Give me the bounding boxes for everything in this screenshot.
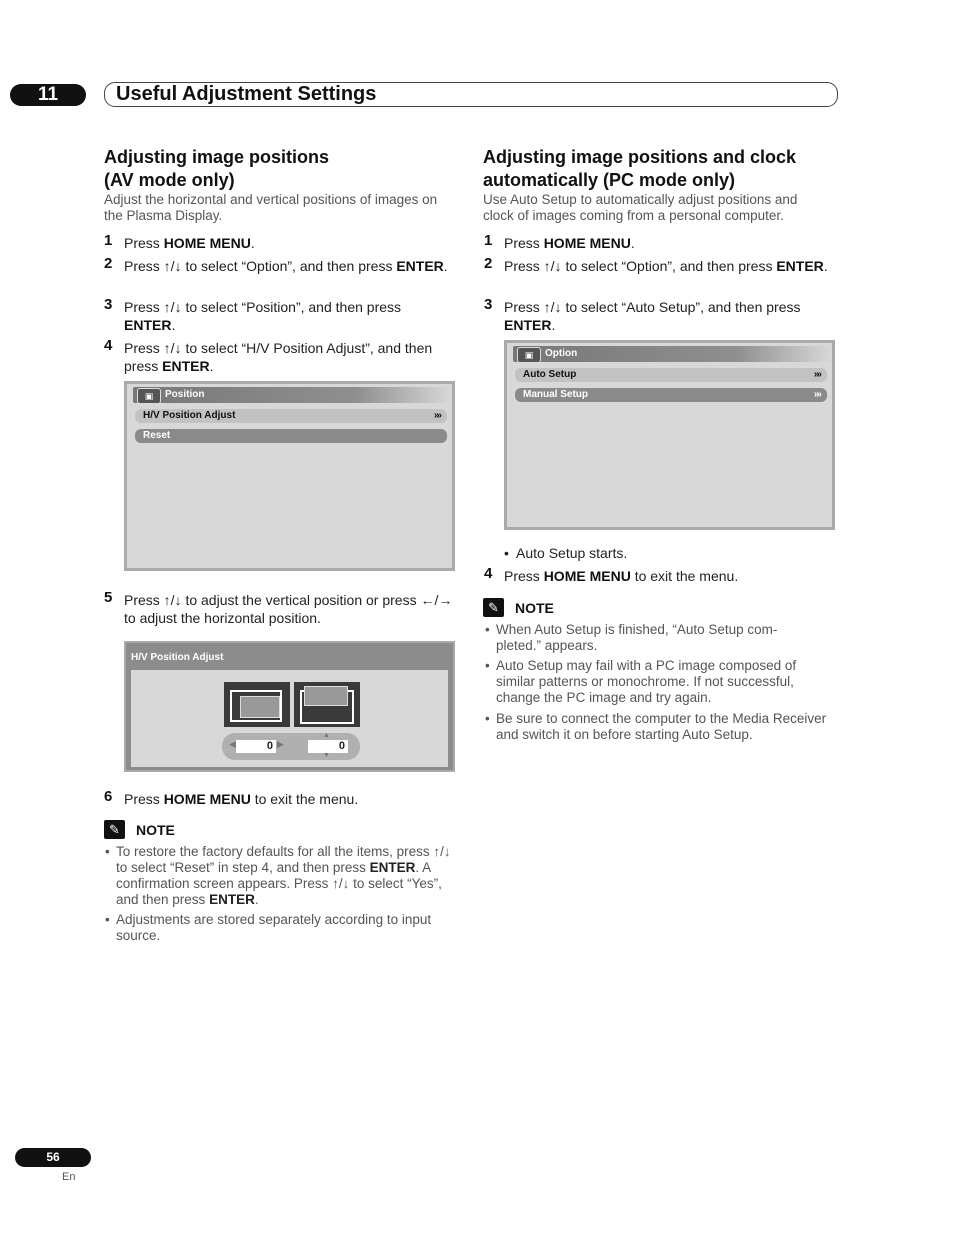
bullet-text: Adjustments are stored separately according to input source. bbox=[116, 912, 432, 943]
menu-title: Position bbox=[165, 389, 205, 400]
hv-adjust-screen bbox=[124, 641, 455, 772]
left-heading-line2: (AV mode only) bbox=[104, 170, 235, 190]
hv-adjust-panel bbox=[131, 670, 448, 767]
step-text: Press ↑/↓ to select “Position”, and then press bbox=[124, 299, 402, 315]
menu-item-label: Reset bbox=[143, 430, 171, 441]
step-text: Press bbox=[124, 791, 164, 807]
right-heading bbox=[483, 146, 796, 192]
horizontal-position-indicator bbox=[224, 682, 290, 727]
horizontal-value: 0 bbox=[236, 740, 276, 753]
step-number: 4 bbox=[104, 337, 113, 354]
left-step-3 bbox=[104, 296, 454, 334]
step-text: to exit the menu. bbox=[630, 568, 739, 584]
bullet-text: When Auto Setup is finished, “Auto Setup com-pleted.” appears. bbox=[496, 622, 778, 653]
note-pencil-icon: ✎ bbox=[104, 820, 125, 839]
right-step-3 bbox=[484, 296, 834, 334]
step-text: Press ↑/↓ to select “H/V Position Adjust”, and then press bbox=[124, 340, 433, 374]
step-text: Press bbox=[504, 235, 544, 251]
step-key: ENTER bbox=[396, 258, 444, 274]
step-text: . bbox=[551, 317, 556, 333]
menu-camera-icon: ▣ bbox=[517, 347, 541, 363]
right-heading-line2: automatically (PC mode only) bbox=[483, 170, 736, 190]
bullet-dot: • bbox=[105, 912, 110, 927]
menu-item-manual-setup[interactable] bbox=[515, 388, 827, 402]
step-text: Press ↑/↓ to adjust the vertical position or press ←/→ to adjust the horizontal position. bbox=[124, 592, 453, 626]
left-lead: Adjust the horizontal and vertical positions of images on the Plasma Display. bbox=[104, 192, 438, 223]
step-text: . bbox=[630, 235, 635, 251]
bullet-dot: • bbox=[504, 545, 509, 561]
bullet-text: . bbox=[254, 892, 259, 907]
step-key: ENTER bbox=[162, 358, 210, 374]
step-number: 5 bbox=[104, 589, 113, 606]
bullet-key: ENTER bbox=[369, 860, 416, 875]
chapter-number-badge: 11 bbox=[10, 84, 86, 106]
step-key: HOME MENU bbox=[163, 235, 251, 251]
menu-item-label: H/V Position Adjust bbox=[143, 410, 236, 421]
step-key: HOME MENU bbox=[543, 235, 631, 251]
position-menu-screen bbox=[124, 381, 455, 571]
menu-item-label: Auto Setup bbox=[523, 369, 577, 380]
menu-camera-icon: ▣ bbox=[137, 388, 161, 404]
bullet-dot: • bbox=[485, 622, 490, 637]
chapter-title: Useful Adjustment Settings bbox=[116, 83, 377, 105]
left-heading-line1: Adjusting image positions bbox=[104, 147, 330, 167]
image-area bbox=[240, 696, 280, 718]
step-text: . bbox=[443, 258, 448, 274]
step-text: to exit the menu. bbox=[250, 791, 359, 807]
right-sub-bullet bbox=[504, 544, 836, 562]
left-note-bullet-1 bbox=[105, 844, 456, 908]
left-note-bullet-2 bbox=[105, 912, 456, 944]
step-text: Auto Setup starts. bbox=[516, 545, 628, 561]
bullet-text: Be sure to connect the computer to the Media Receiver and switch it on before starting Auto Setup. bbox=[496, 711, 827, 742]
left-step-2 bbox=[104, 255, 454, 275]
step-text: Press ↑/↓ to select “Option”, and then press bbox=[504, 258, 777, 274]
right-step-4 bbox=[484, 565, 834, 585]
menu-item-hv-position-adjust[interactable] bbox=[135, 409, 447, 423]
menu-title-bar bbox=[513, 346, 832, 362]
page-language: En bbox=[62, 1171, 76, 1183]
left-step-6 bbox=[104, 788, 454, 808]
step-key: ENTER bbox=[504, 317, 552, 333]
left-step-5 bbox=[104, 589, 454, 627]
right-step-1 bbox=[484, 232, 834, 252]
down-arrow-icon[interactable]: ▼ bbox=[323, 752, 330, 759]
left-step-1 bbox=[104, 232, 454, 252]
step-number: 1 bbox=[104, 232, 113, 249]
menu-title: Option bbox=[545, 348, 578, 359]
menu-title-bar bbox=[133, 387, 452, 403]
step-text: Press ↑/↓ to select “Option”, and then press bbox=[124, 258, 397, 274]
step-text: . bbox=[209, 358, 214, 374]
up-arrow-icon[interactable]: ▲ bbox=[323, 732, 330, 739]
page-number-badge: 56 bbox=[15, 1148, 91, 1167]
step-text: Press bbox=[124, 235, 164, 251]
right-note-bullet-1 bbox=[485, 622, 816, 654]
menu-item-auto-setup[interactable] bbox=[515, 368, 827, 382]
right-note-bullet-2 bbox=[485, 658, 836, 706]
vertical-value: 0 bbox=[308, 740, 348, 753]
right-heading-line1: Adjusting image positions and clock bbox=[483, 147, 797, 167]
step-key: HOME MENU bbox=[543, 568, 631, 584]
step-number: 2 bbox=[484, 255, 493, 272]
step-number: 6 bbox=[104, 788, 113, 805]
step-key: ENTER bbox=[124, 317, 172, 333]
step-number: 2 bbox=[104, 255, 113, 272]
bullet-text: To restore the factory defaults for all the items, press ↑/↓ to select “Reset” in step 4, and then press bbox=[116, 844, 451, 875]
image-area bbox=[304, 686, 348, 706]
step-number: 1 bbox=[484, 232, 493, 249]
step-number: 3 bbox=[484, 296, 493, 313]
right-step-2 bbox=[484, 255, 834, 275]
step-key: ENTER bbox=[776, 258, 824, 274]
option-menu-screen bbox=[504, 340, 835, 530]
right-note-title: NOTE bbox=[515, 600, 554, 616]
bullet-key: ENTER bbox=[209, 892, 255, 907]
left-arrow-icon[interactable]: ◀ bbox=[229, 739, 236, 749]
step-text: . bbox=[250, 235, 255, 251]
bullet-dot: • bbox=[485, 658, 490, 673]
menu-item-label: Manual Setup bbox=[523, 389, 589, 400]
left-note-title: NOTE bbox=[136, 822, 175, 838]
bullet-text: Auto Setup may fail with a PC image composed of similar patterns or monochrome. If not successful, change the PC image and try again. bbox=[496, 658, 797, 705]
step-number: 4 bbox=[484, 565, 493, 582]
menu-item-reset[interactable] bbox=[135, 429, 447, 443]
right-lead: Use Auto Setup to automatically adjust positions and clock of images coming from a personal computer. bbox=[483, 192, 798, 223]
step-text: Press bbox=[504, 568, 544, 584]
chevron-right-icon: »» bbox=[813, 389, 819, 400]
vertical-position-indicator bbox=[294, 682, 360, 727]
chevron-right-icon: »» bbox=[813, 369, 819, 380]
step-key: HOME MENU bbox=[163, 791, 251, 807]
note-pencil-icon: ✎ bbox=[483, 598, 504, 617]
bullet-dot: • bbox=[105, 844, 110, 859]
step-number: 3 bbox=[104, 296, 113, 313]
right-arrow-icon[interactable]: ▶ bbox=[277, 739, 284, 749]
chevron-right-icon: »» bbox=[433, 410, 439, 421]
position-value-pill bbox=[222, 733, 360, 760]
hv-adjust-title: H/V Position Adjust bbox=[131, 652, 224, 663]
step-text: . bbox=[171, 317, 176, 333]
step-text: Press ↑/↓ to select “Auto Setup”, and then press bbox=[504, 299, 801, 315]
bullet-text: . A confirmation screen appears. Press ↑/↓ to select “Yes”, and then press bbox=[116, 860, 442, 907]
step-text: . bbox=[823, 258, 828, 274]
left-step-4 bbox=[104, 337, 454, 375]
right-note-bullet-3 bbox=[485, 711, 836, 743]
left-heading bbox=[104, 146, 329, 192]
bullet-dot: • bbox=[485, 711, 490, 726]
